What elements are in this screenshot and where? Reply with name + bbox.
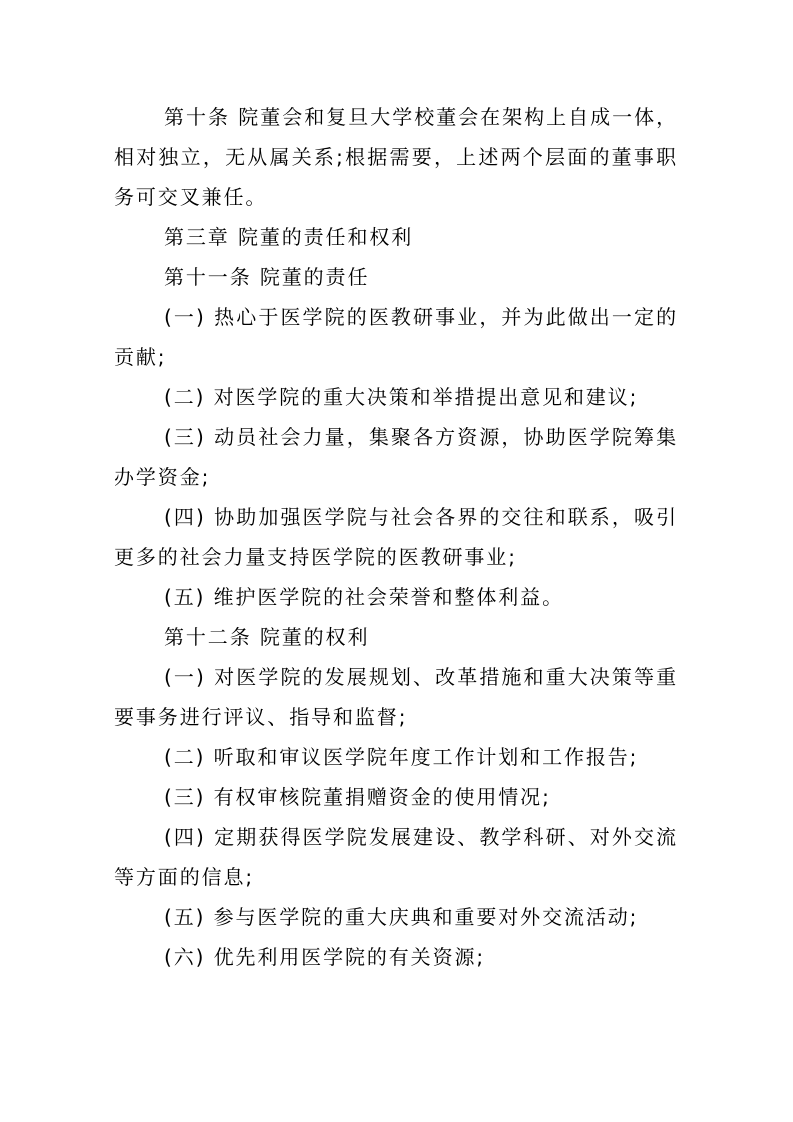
duty-item-5: (五) 维护医学院的社会荣誉和整体利益。: [164, 585, 564, 609]
document-page: [114, 97, 678, 977]
right-item-2: (二) 听取和审议医学院年度工作计划和工作报告;: [164, 745, 639, 769]
right-item-5: (五) 参与医学院的重大庆典和重要对外交流活动;: [164, 905, 639, 929]
right-item-1: (一) 对医学院的发展规划、改革措施和重大决策等重要事务进行评议、指导和监督;: [114, 665, 678, 729]
right-item-6: (六) 优先利用医学院的有关资源;: [164, 945, 486, 969]
article-10-paragraph: 第十条 院董会和复旦大学校董会在架构上自成一体，相对独立，无从属关系;根据需要，上述两个层面的董事职务可交叉兼任。: [114, 105, 678, 209]
right-item-3: (三) 有权审核院董捐赠资金的使用情况;: [164, 785, 551, 809]
duty-item-3: (三) 动员社会力量，集聚各方资源，协助医学院筹集办学资金;: [114, 425, 678, 489]
right-item-4: (四) 定期获得医学院发展建设、教学科研、对外交流等方面的信息;: [114, 825, 678, 889]
article-12-heading: 第十二条 院董的权利: [164, 625, 370, 649]
duty-item-1: (一) 热心于医学院的医教研事业，并为此做出一定的贡献;: [114, 305, 678, 369]
duty-item-2: (二) 对医学院的重大决策和举措提出意见和建议;: [164, 385, 639, 409]
chapter-3-heading: 第三章 院董的责任和权利: [164, 225, 414, 249]
duty-item-4: (四) 协助加强医学院与社会各界的交往和联系，吸引更多的社会力量支持医学院的医教研事业;: [114, 505, 678, 569]
article-11-heading: 第十一条 院董的责任: [164, 265, 370, 289]
